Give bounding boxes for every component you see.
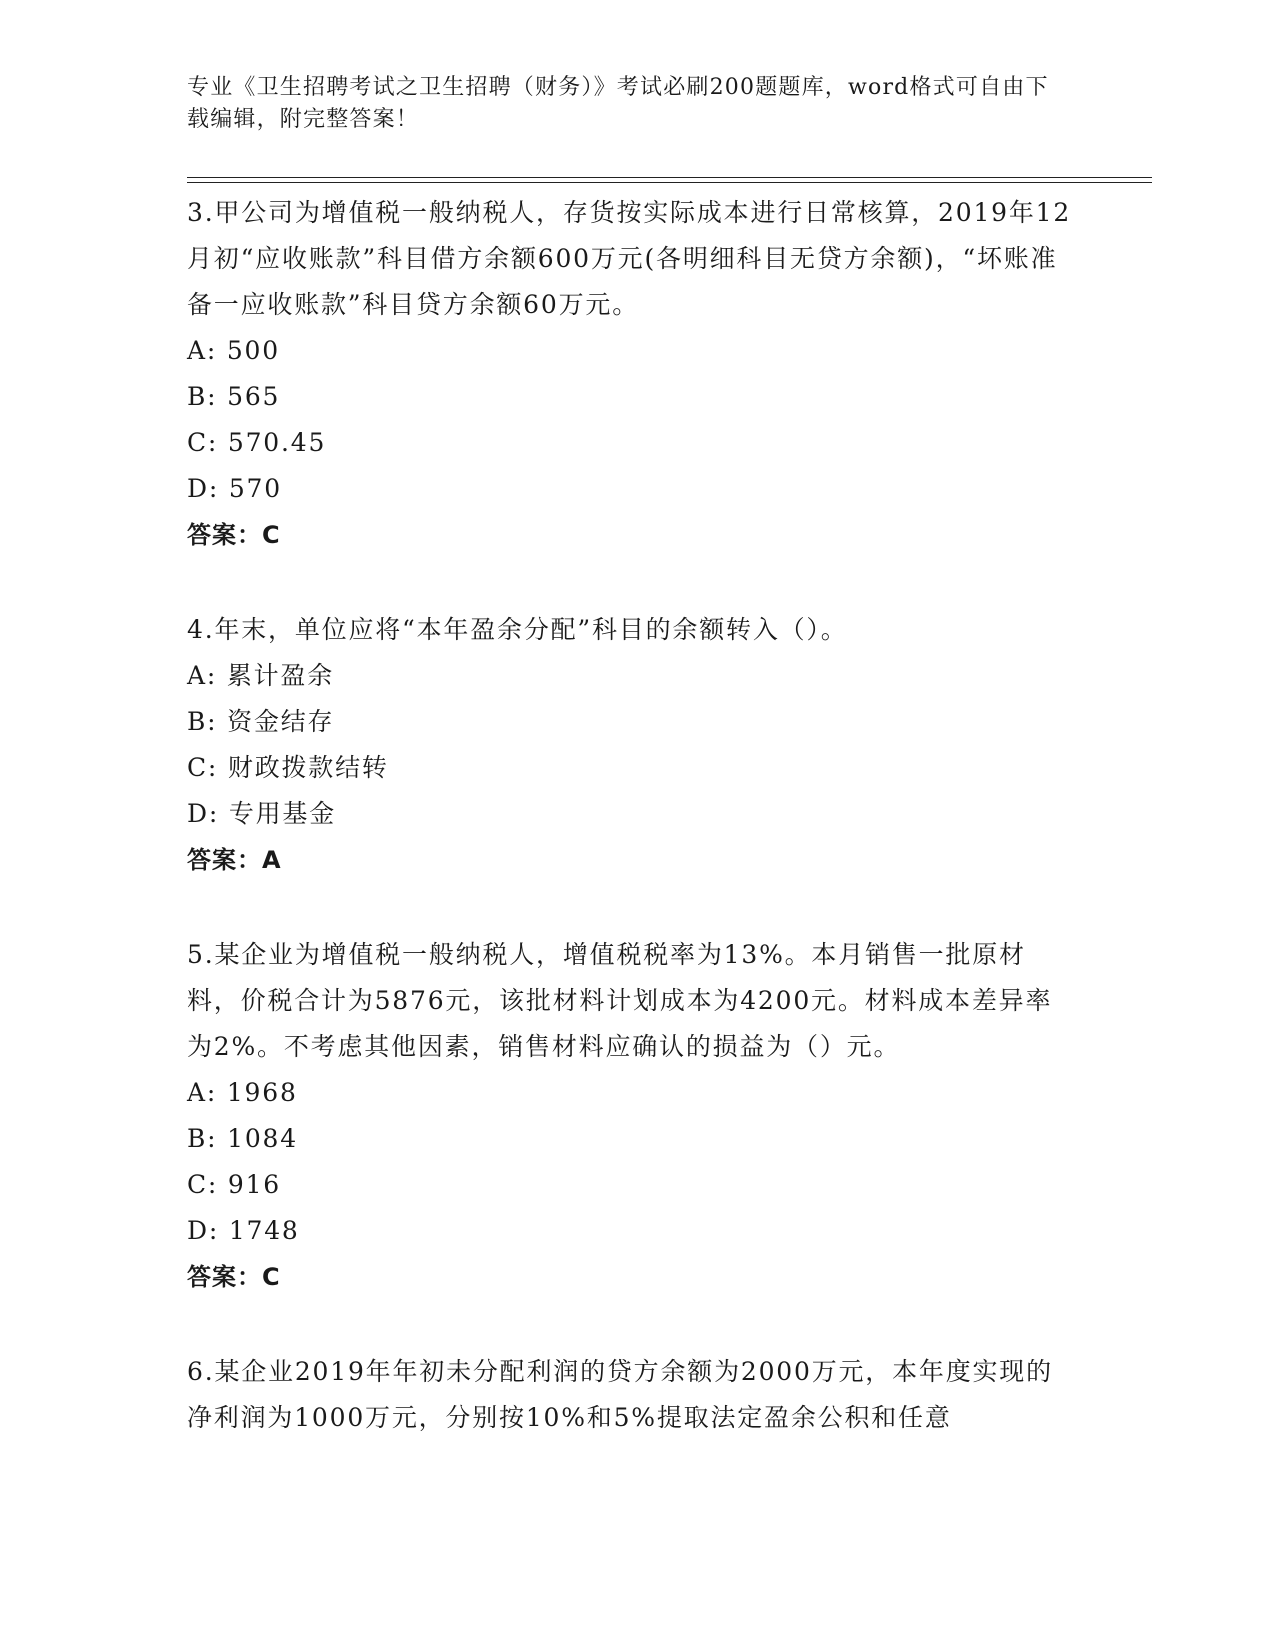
option-a: A: 500: [187, 336, 280, 365]
question-6: [187, 1349, 1077, 1441]
option-b: B: 1084: [187, 1124, 298, 1153]
option-b: B: 565: [187, 382, 281, 411]
document-header: [187, 72, 1067, 136]
question-stem: 4.年末，单位应将“本年盈余分配”科目的余额转入（）。: [187, 615, 848, 644]
option-c: C: 570.45: [187, 428, 327, 457]
header-divider-bottom: [187, 182, 1152, 183]
question-3: [187, 190, 1077, 558]
answer-line: 答案：A: [187, 846, 282, 874]
question-stem: 3.甲公司为增值税一般纳税人，存货按实际成本进行日常核算，2019年12月初“应收账款”科目借方余额600万元(各明细科目无贷方余额)，“坏账准备一应收账款”科目贷方余额60万元。: [187, 198, 1072, 319]
question-stem: 5.某企业为增值税一般纳税人，增值税税率为13%。本月销售一批原材料，价税合计为5876元，该批材料计划成本为4200元。材料成本差异率为2%。不考虑其他因素，销售材料应确认的损益为（）元。: [187, 940, 1053, 1061]
option-c: C: 财政拨款结转: [187, 753, 389, 782]
option-a: A: 累计盈余: [187, 661, 335, 690]
answer-line: 答案：C: [187, 521, 281, 549]
header-text: 专业《卫生招聘考试之卫生招聘（财务）》考试必刷200题题库，word格式可自由下载编辑，附完整答案！: [187, 75, 1049, 132]
option-b: B: 资金结存: [187, 707, 335, 736]
header-divider-top: [187, 177, 1152, 178]
option-d: D: 专用基金: [187, 799, 337, 828]
question-4: [187, 607, 1077, 883]
question-5: [187, 932, 1077, 1300]
question-list: [187, 190, 1077, 1490]
answer-line: 答案：C: [187, 1263, 281, 1291]
question-stem: 6.某企业2019年年初未分配利润的贷方余额为2000万元，本年度实现的净利润为1000万元，分别按10%和5%提取法定盈余公积和任意: [187, 1357, 1053, 1432]
option-c: C: 916: [187, 1170, 282, 1199]
option-d: D: 1748: [187, 1216, 300, 1245]
option-d: D: 570: [187, 474, 282, 503]
option-a: A: 1968: [187, 1078, 298, 1107]
